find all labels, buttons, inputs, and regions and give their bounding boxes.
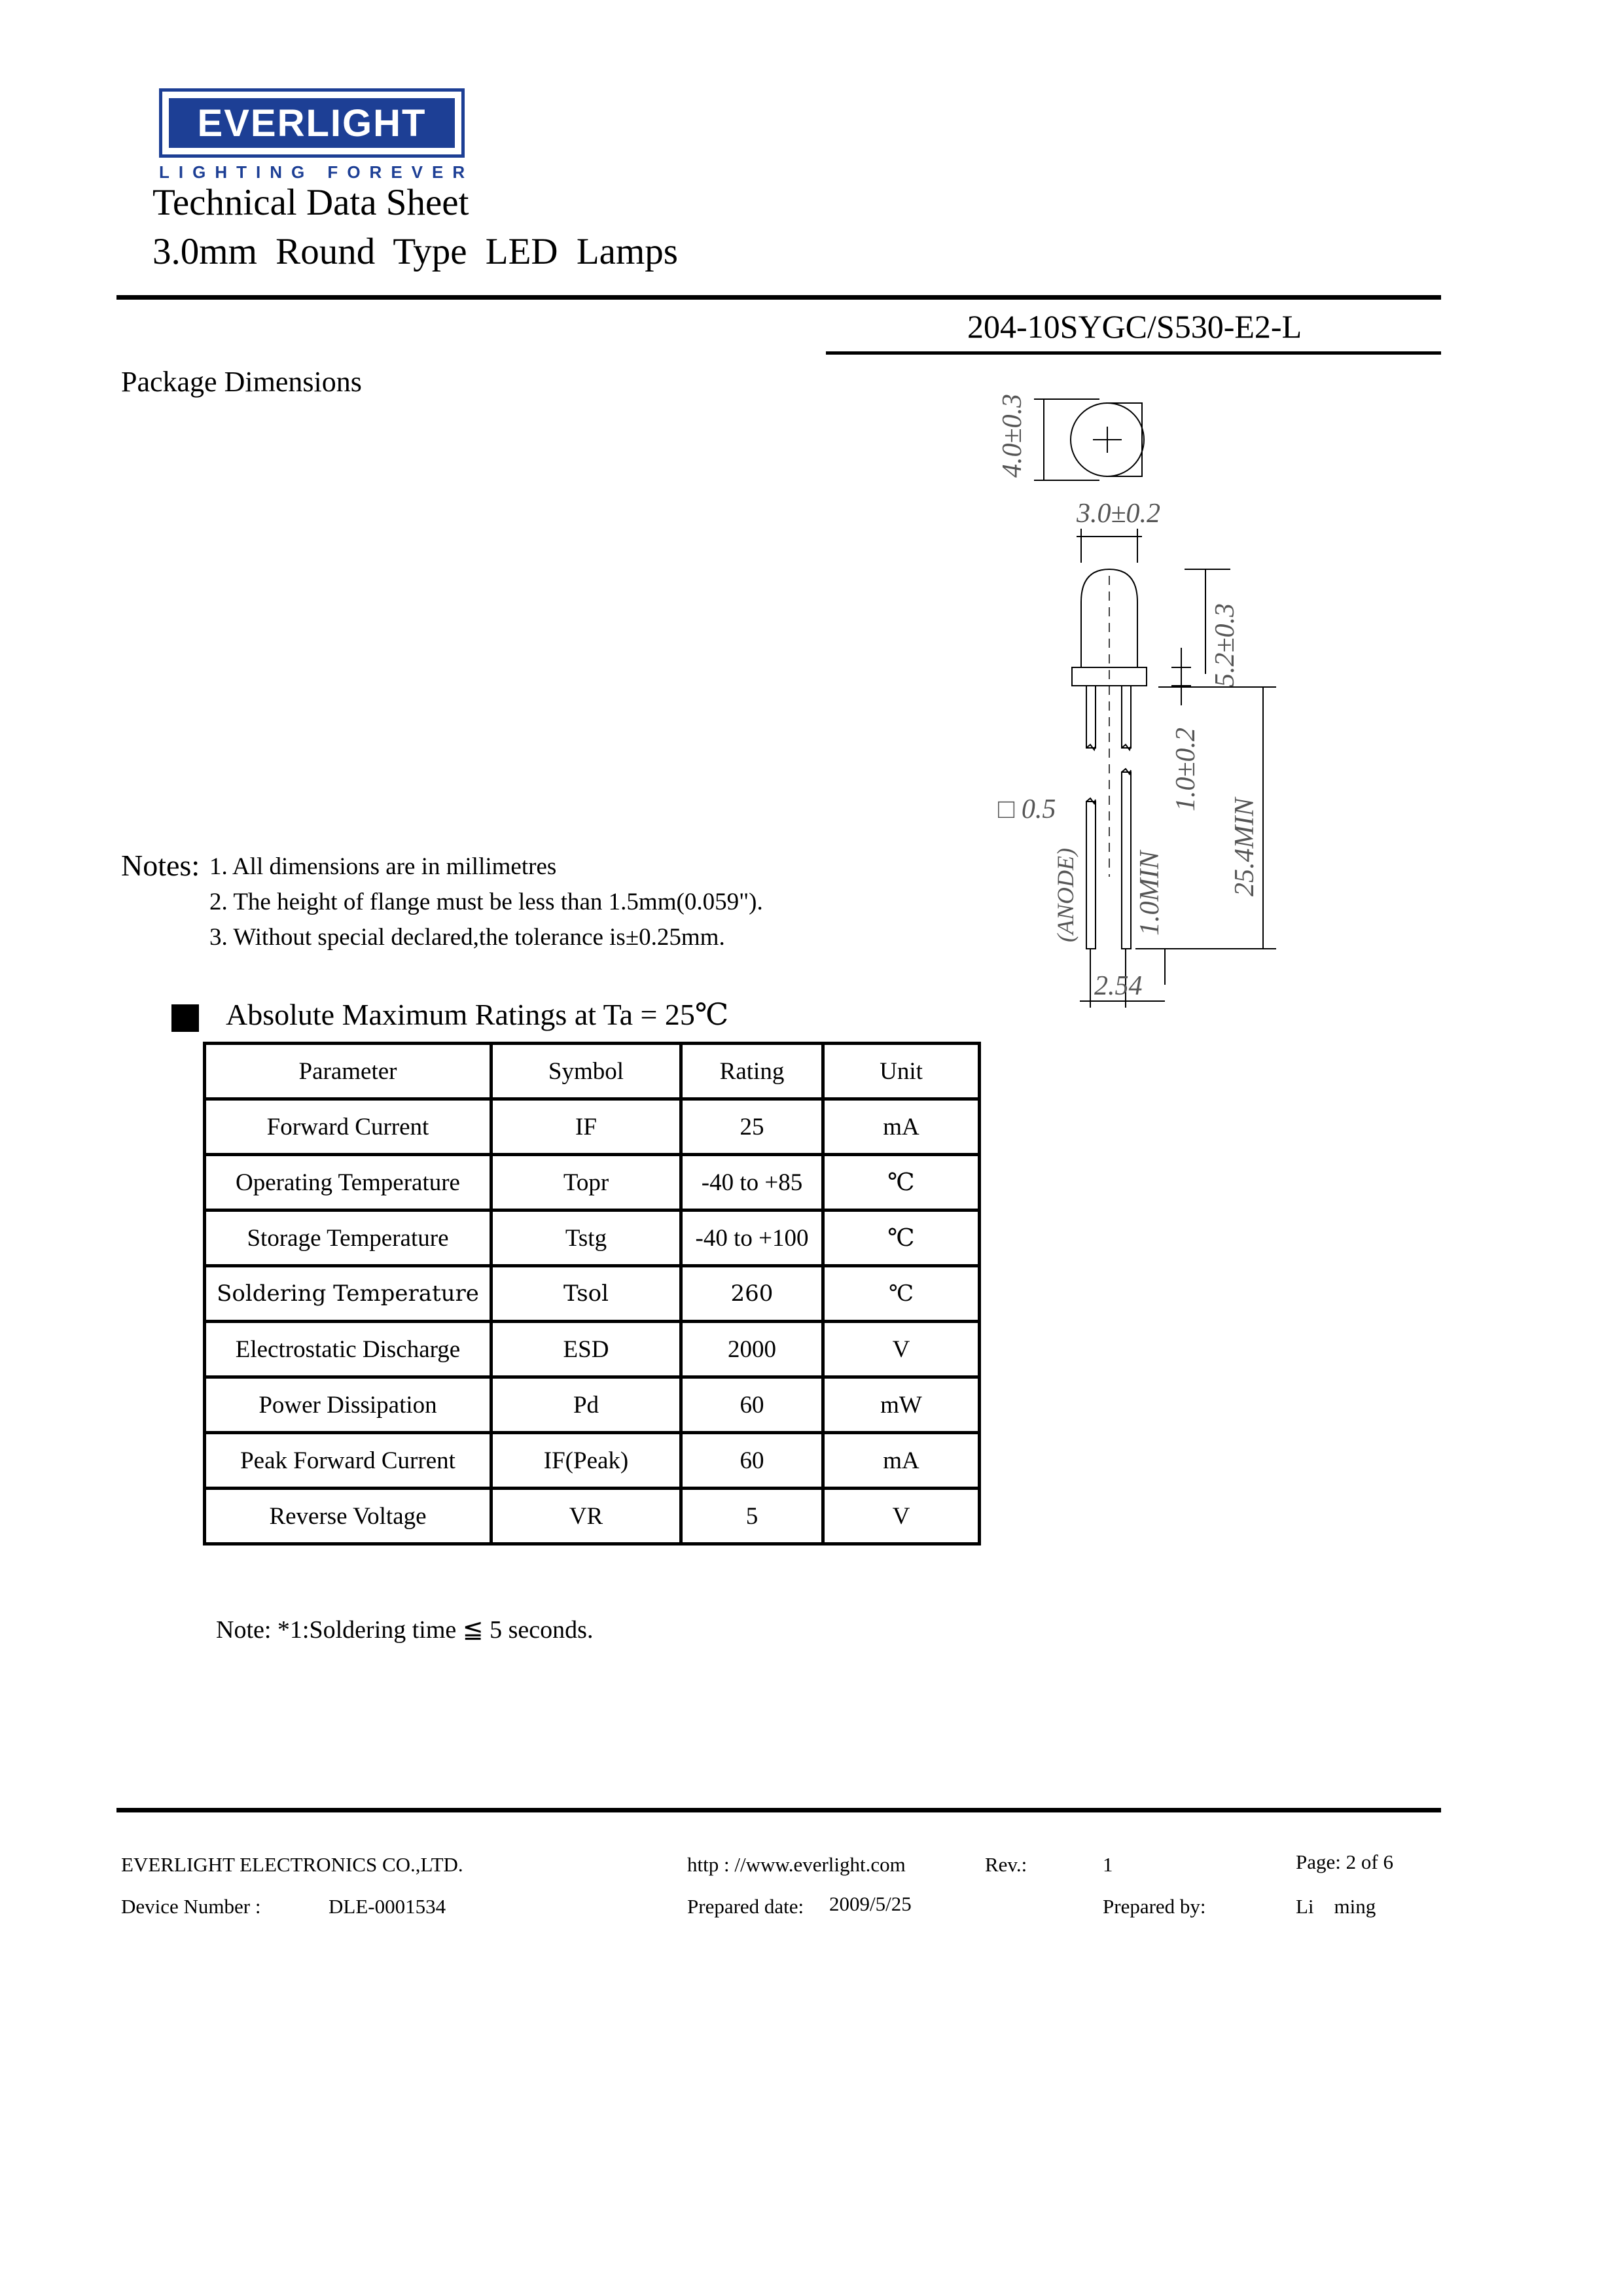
table-cell: ESD (491, 1322, 681, 1377)
doc-title: Technical Data Sheet (152, 182, 469, 223)
package-dimensions-heading: Package Dimensions (121, 366, 362, 398)
table-cell: 5 (681, 1489, 823, 1544)
table-row (205, 1099, 980, 1155)
table-cell: 260 (681, 1266, 823, 1322)
ratings-table (203, 1042, 981, 1545)
table-cell: Soldering Temperature (205, 1266, 491, 1322)
table-cell: Tstg (491, 1210, 681, 1266)
table-cell: Reverse Voltage (205, 1489, 491, 1544)
footer-divider (116, 1808, 1441, 1812)
table-cell: IF(Peak) (491, 1433, 681, 1489)
table-cell: 25 (681, 1099, 823, 1155)
anode-label: (ANODE) (1052, 848, 1079, 942)
notes-label: Notes: (121, 849, 200, 882)
table-cell: Storage Temperature (205, 1210, 491, 1266)
dim-flange: 1.0±0.2 (1171, 727, 1201, 811)
footer-prepared-date-label: Prepared date: (687, 1895, 804, 1918)
table-cell: 2000 (681, 1322, 823, 1377)
table-cell: ℃ (823, 1210, 980, 1266)
header-cell: Unit (823, 1044, 980, 1099)
table-cell: Power Dissipation (205, 1377, 491, 1433)
dim-diameter: 3.0±0.2 (1077, 499, 1161, 529)
header-cell: Parameter (205, 1044, 491, 1099)
part-number: 204-10SYGC/S530-E2-L (967, 308, 1302, 345)
doc-subtitle: 3.0mm Round Type LED Lamps (152, 231, 678, 272)
note-item: 2. The height of flange must be less than 1.5mm(0.059"). (209, 889, 763, 915)
header-divider (116, 295, 1441, 300)
table-cell: V (823, 1322, 980, 1377)
footer-rev-label: Rev.: (985, 1853, 1027, 1876)
ratings-title: Absolute Maximum Ratings at Ta = 25℃ (226, 998, 729, 1031)
table-row (205, 1433, 980, 1489)
table-cell: Forward Current (205, 1099, 491, 1155)
table-cell: Topr (491, 1155, 681, 1210)
dim-height-top: 4.0±0.3 (997, 393, 1027, 478)
note-item: 3. Without special declared,the tolerance is±0.25mm. (209, 924, 725, 951)
logo-text: EVERLIGHT (197, 101, 427, 145)
dim-lead-size: □ 0.5 (998, 794, 1056, 824)
table-cell: 60 (681, 1377, 823, 1433)
footer-prepared-by-value: Li ming (1296, 1895, 1376, 1918)
table-cell: Tsol (491, 1266, 681, 1322)
table-cell: mA (823, 1099, 980, 1155)
table-cell: Electrostatic Discharge (205, 1322, 491, 1377)
footer-rev-value: 1 (1103, 1853, 1113, 1876)
table-cell: -40 to +100 (681, 1210, 823, 1266)
dim-lead-length: 25.4MIN (1230, 798, 1260, 896)
table-header-row (205, 1044, 980, 1099)
table-cell: Pd (491, 1377, 681, 1433)
table-row (205, 1155, 980, 1210)
header-cell: Symbol (491, 1044, 681, 1099)
led-dimension-drawing (969, 380, 1309, 1034)
table-cell: IF (491, 1099, 681, 1155)
footer-prepared-date-value: 2009/5/25 (829, 1892, 912, 1915)
table-cell: 60 (681, 1433, 823, 1489)
soldering-note: Note: *1:Soldering time ≦ 5 seconds. (216, 1616, 594, 1644)
table-cell: Peak Forward Current (205, 1433, 491, 1489)
footer-device-value: DLE-0001534 (329, 1895, 446, 1918)
table-row (205, 1322, 980, 1377)
table-cell: mW (823, 1377, 980, 1433)
footer-company: EVERLIGHT ELECTRONICS CO.,LTD. (121, 1853, 463, 1876)
note-item: 1. All dimensions are in millimetres (209, 853, 557, 880)
logo-tagline: LIGHTING FOREVER (159, 162, 474, 182)
company-logo (159, 88, 465, 158)
table-cell: ℃ (823, 1155, 980, 1210)
part-number-underline (826, 351, 1441, 355)
table-cell: ℃ (823, 1266, 980, 1322)
footer-page: Page: 2 of 6 (1296, 1850, 1393, 1873)
table-row (205, 1377, 980, 1433)
footer-prepared-by-label: Prepared by: (1103, 1895, 1206, 1918)
table-cell: -40 to +85 (681, 1155, 823, 1210)
table-cell: VR (491, 1489, 681, 1544)
dim-min-1: 1.0MIN (1135, 851, 1165, 936)
table-row (205, 1489, 980, 1544)
table-cell: mA (823, 1433, 980, 1489)
footer-device-label: Device Number : (121, 1895, 261, 1918)
table-cell: V (823, 1489, 980, 1544)
header-cell: Rating (681, 1044, 823, 1099)
footer-url[interactable]: http : //www.everlight.com (687, 1853, 906, 1876)
table-cell: Operating Temperature (205, 1155, 491, 1210)
table-row (205, 1266, 980, 1322)
dim-pitch: 2.54 (1094, 971, 1143, 1001)
section-bullet (171, 1004, 199, 1032)
table-row (205, 1210, 980, 1266)
dim-body-height: 5.2±0.3 (1210, 603, 1240, 687)
